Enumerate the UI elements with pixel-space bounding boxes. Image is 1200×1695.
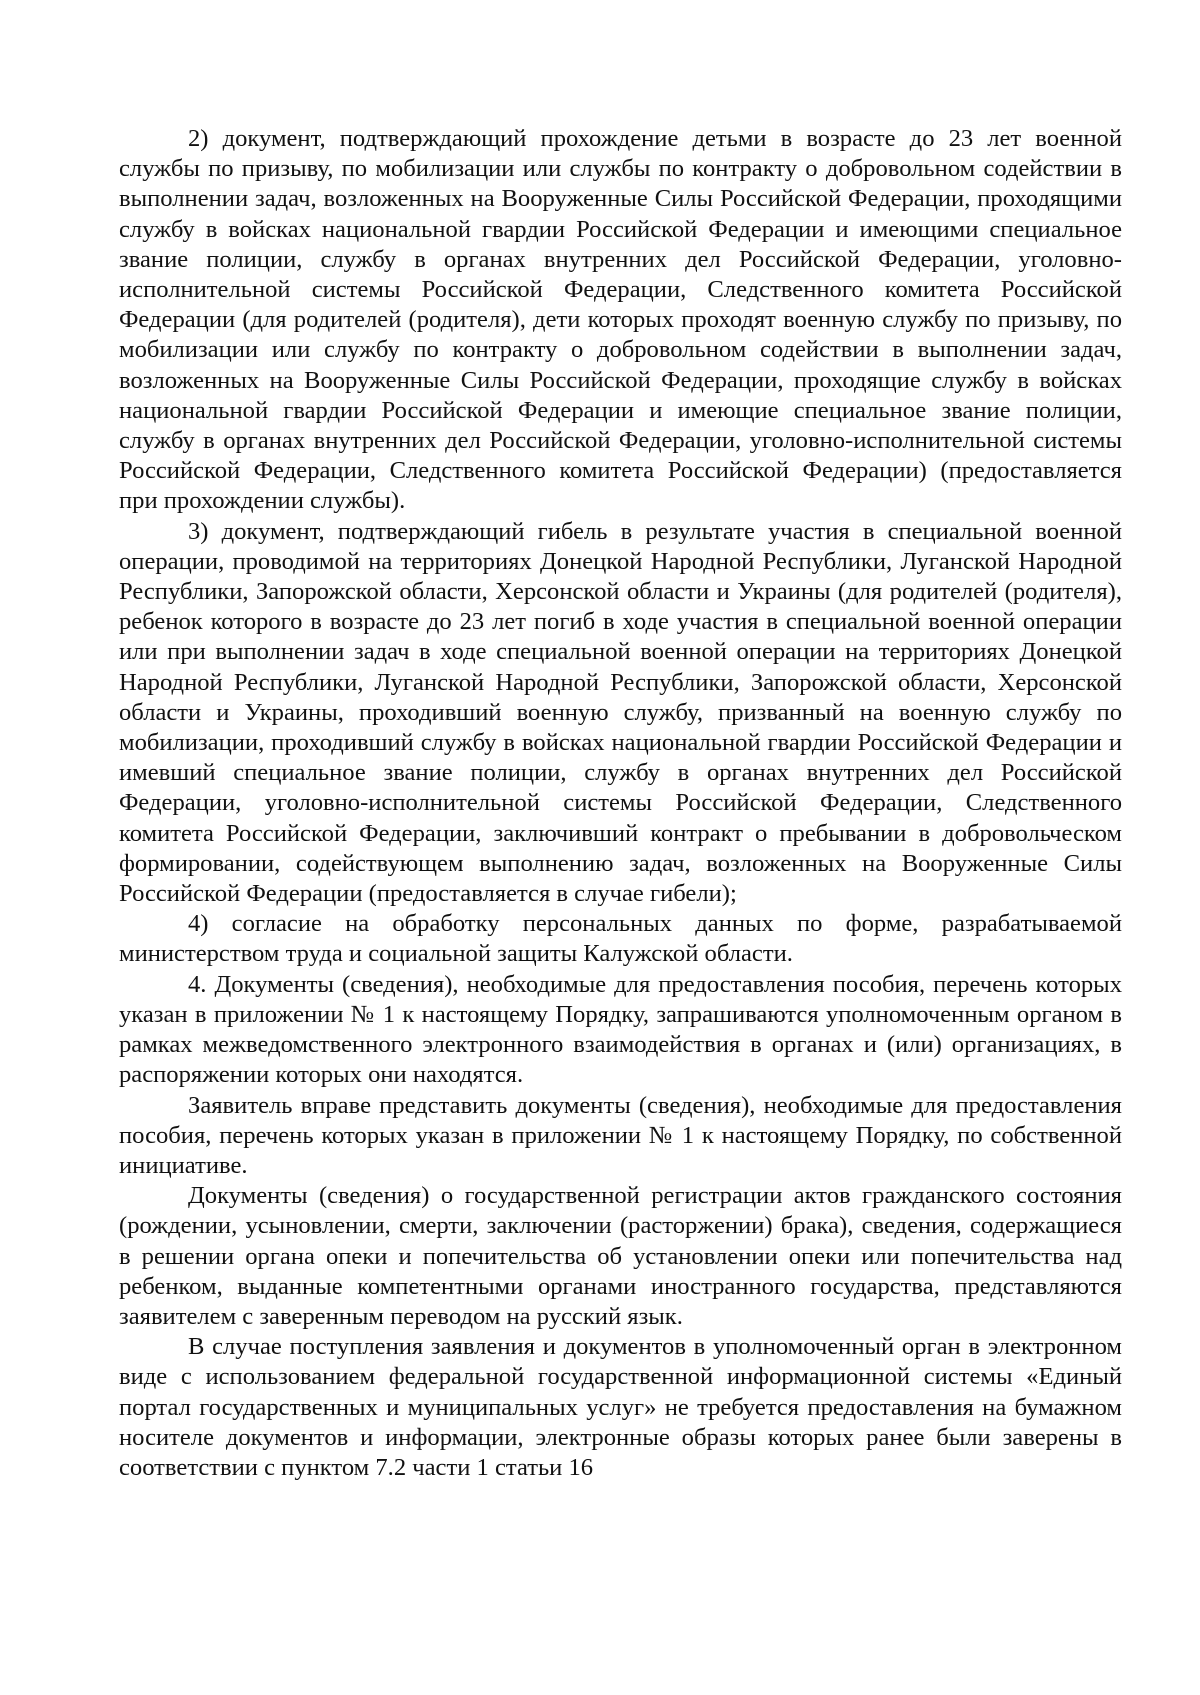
- paragraph-item-4-consent: 4) согласие на обработку персональных данных по форме, разрабатываемой министерством труда и социальной защиты Калужской области.: [119, 910, 1122, 968]
- paragraph-item-3-document: 3) документ, подтверждающий гибель в результате участия в специальной военной операции, проводимой на территориях Донецкой Народной Республики, Луганской Народной Республики, Запорожской области, Херсонской области и Украины (для родителей (родителя), ребенок которого в возрасте до 23 лет погиб в ходе участия в специальной военной операции или при выполнении задач в ходе специальной военной операции на территориях Донецкой Народной Республики, Луганской Народной Республики, Запорожской области, Херсонской области и Украины, проходивший военную службу, призванный на военную службу по мобилизации, проходивший службу в войсках национальной гвардии Российской Федерации и имевший специальное звание полиции, службу в органах внутренних дел Российской Федерации, уголовно-исполнительной системы Российской Федерации, Следственного комитета Российской Федерации, заключивший контракт о пребывании в добровольческом формировании, содействующем выполнению задач, возложенных на Вооруженные Силы Российской Федерации (предоставляется в случае гибели);: [119, 517, 1122, 908]
- paragraph-foreign-documents: Документы (сведения) о государственной регистрации актов гражданского состояния (рождении, усыновлении, смерти, заключении (расторжении) брака), сведения, содержащиеся в решении органа опеки и попечительства об установлении опеки или попечительства над ребенком, выданные компетентными органами иностранного государства, представляются заявителем с заверенным переводом на русский язык.: [119, 1182, 1122, 1330]
- paragraph-section-4: 4. Документы (сведения), необходимые для предоставления пособия, перечень которых указан в приложении № 1 к настоящему Порядку, запрашиваются уполномоченным органом в рамках межведомственного электронного взаимодействия в органах и (или) организациях, в распоряжении которых они находятся.: [119, 970, 1122, 1089]
- paragraph-electronic-submission: В случае поступления заявления и документов в уполномоченный орган в электронном виде с использованием федеральной государственной информационной системы «Единый портал государственных и муниципальных услуг» не требуется предоставления на бумажном носителе документов и информации, электронные образы которых ранее были заверены в соответствии с пунктом 7.2 части 1 статьи 16: [119, 1333, 1122, 1481]
- paragraph-item-2-document: 2) документ, подтверждающий прохождение детьми в возрасте до 23 лет военной службы по призыву, по мобилизации или службы по контракту о добровольном содействии в выполнении задач, возложенных на Вооруженные Силы Российской Федерации, проходящими службу в войсках национальной гвардии Российской Федерации и имеющими специальное звание полиции, службу в органах внутренних дел Российской Федерации, уголовно-исполнительной системы Российской Федерации, Следственного комитета Российской Федерации (для родителей (родителя), дети которых проходят военную службу по призыву, по мобилизации или службу по контракту о добровольном содействии в выполнении задач, возложенных на Вооруженные Силы Российской Федерации, проходящие службу в войсках национальной гвардии Российской Федерации и имеющие специальное звание полиции, службу в органах внутренних дел Российской Федерации, уголовно-исполнительной системы Российской Федерации, Следственного комитета Российской Федерации) (предоставляется при прохождении службы).: [119, 125, 1122, 515]
- paragraph-applicant-right: Заявитель вправе представить документы (сведения), необходимые для предоставления пособия, перечень которых указан в приложении № 1 к настоящему Порядку, по собственной инициативе.: [119, 1091, 1122, 1179]
- document-body: [119, 124, 1122, 1483]
